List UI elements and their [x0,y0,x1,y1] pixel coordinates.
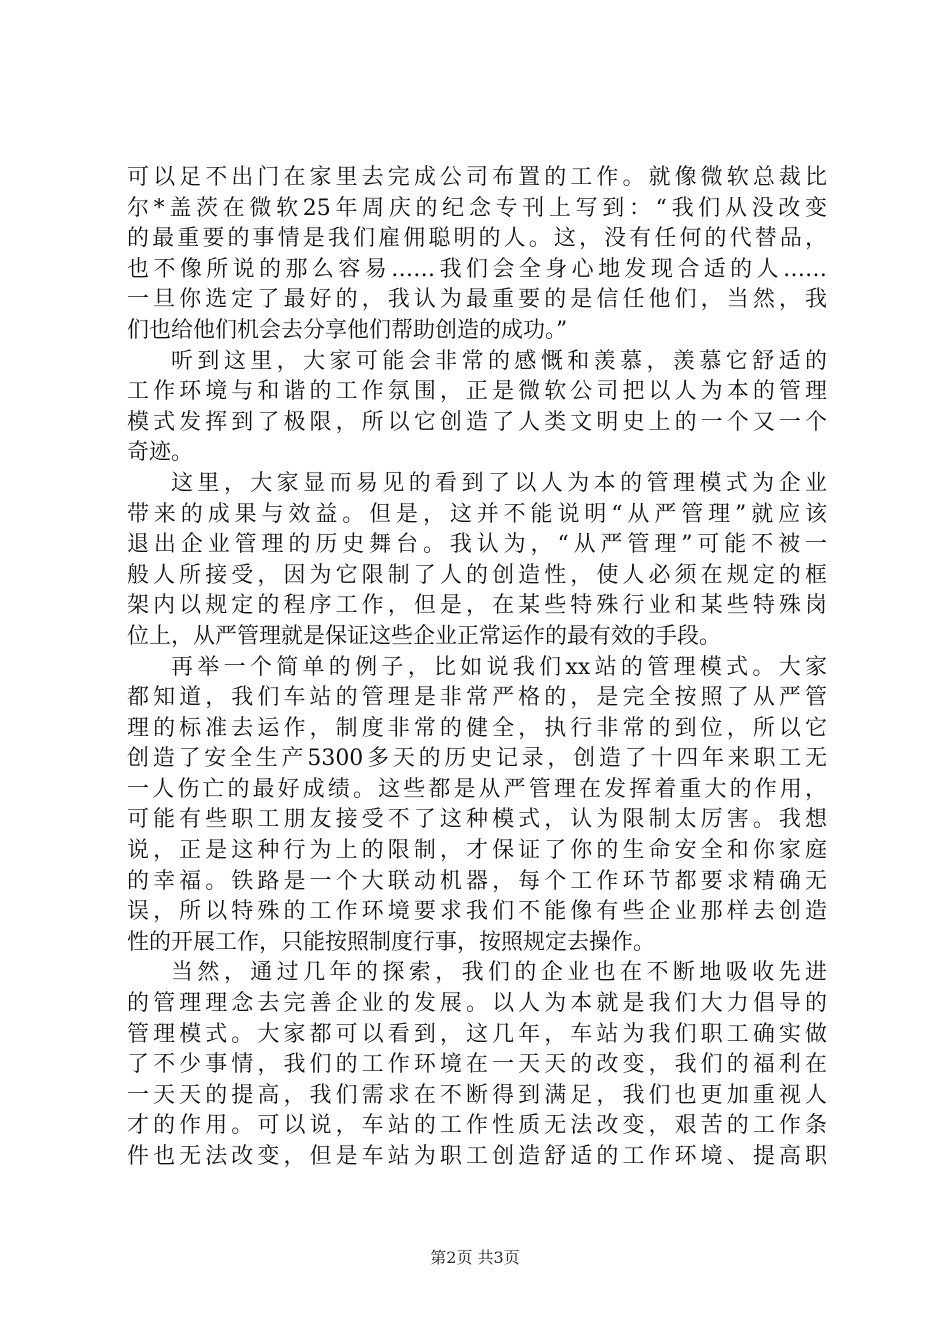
text-line: 误，所以特殊的工作环境要求我们不能像有些企业那样去创造 [127,899,827,925]
text-line: 退出企业管理的历史舞台。我认为，“从严管理”可能不被一 [127,532,827,558]
text-line: 创造了安全生产5300多天的历史记录，创造了十四年来职工无 [127,746,827,772]
paragraph-first-line: 当然，通过几年的探索，我们的企业也在不断地吸收先进 [171,960,827,986]
text-line: 了不少事情，我们的工作环境在一天天的改变，我们的福利在 [127,1052,827,1078]
text-line: 可以足不出门在家里去完成公司布置的工作。就像微软总裁比 [127,165,827,190]
text-line: 管理模式。大家都可以看到，这几年，车站为我们职工确实做 [127,1021,827,1047]
page-number-footer: 第2页 共3页 [430,1248,520,1267]
text-line: 可能有些职工朋友接受不了这种模式，认为限制太厉害。我想 [127,807,827,833]
text-line: 的最重要的事情是我们雇佣聪明的人。这，没有任何的代替品， [127,226,827,252]
text-line: 也不像所说的那么容易……我们会全身心地发现合适的人…… [127,256,827,282]
paragraph-first-line: 这里，大家显而易见的看到了以人为本的管理模式为企业 [171,470,827,496]
text-line: 一人伤亡的最好成绩。这些都是从严管理在发挥着重大的作用， [127,776,827,802]
text-line: 位上，从严管理就是保证这些企业正常运作的最有效的手段。 [127,623,722,649]
text-line: 件也无法改变，但是车站为职工创造舒适的工作环境、提高职 [127,1144,827,1169]
text-line: 说，正是这种行为上的限制，才保证了你的生命安全和你家庭 [127,838,827,864]
text-line: 带来的成果与效益。但是，这并不能说明“从严管理”就应该 [127,501,827,527]
text-line: 一旦你选定了最好的，我认为最重要的是信任他们，当然，我 [127,287,827,313]
text-line: 工作环境与和谐的工作氛围，正是微软公司把以人为本的管理 [127,379,827,405]
text-line: 们也给他们机会去分享他们帮助创造的成功。” [127,317,568,343]
text-line: 般人所接受，因为它限制了人的创造性，使人必须在规定的框 [127,562,827,588]
text-line: 的幸福。铁路是一个大联动机器，每个工作环节都要求精确无 [127,868,827,894]
text-line: 性的开展工作，只能按照制度行事，按照规定去操作。 [127,929,656,955]
paragraph-first-line: 听到这里，大家可能会非常的感慨和羡慕，羡慕它舒适的 [171,348,827,374]
text-line: 才的作用。可以说，车站的工作性质无法改变，艰苦的工作条 [127,1113,827,1139]
text-line: 都知道，我们车站的管理是非常严格的，是完全按照了从严管 [127,685,827,711]
text-line: 奇迹。 [127,440,194,466]
text-line: 一天天的提高，我们需求在不断得到满足，我们也更加重视人 [127,1082,827,1108]
document-body [127,163,827,1173]
text-line: 模式发挥到了极限，所以它创造了人类文明史上的一个又一个 [127,409,827,435]
text-line: 尔*盖茨在微软25年周庆的纪念专刊上写到：“我们从没改变 [127,195,827,221]
paragraph-first-line: 再举一个简单的例子，比如说我们xx站的管理模式。大家 [171,654,827,680]
text-line: 的管理理念去完善企业的发展。以人为本就是我们大力倡导的 [127,991,827,1017]
text-line: 理的标准去运作，制度非常的健全，执行非常的到位，所以它 [127,715,827,741]
text-line: 架内以规定的程序工作，但是，在某些特殊行业和某些特殊岗 [127,593,827,619]
